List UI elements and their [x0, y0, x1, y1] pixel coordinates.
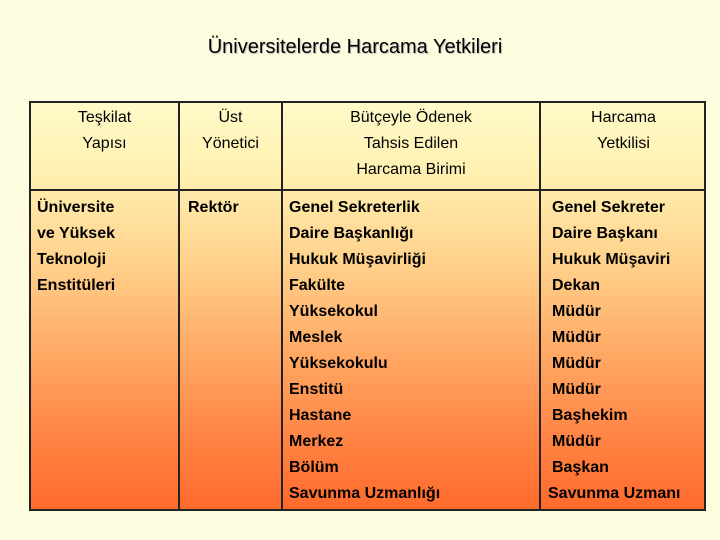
cell-line: Daire Başkanı — [552, 225, 658, 242]
cell-line: Genel Sekreter — [552, 199, 665, 216]
cell-line: Savunma Uzmanlığı — [289, 485, 441, 502]
cell-line: Genel Sekreterlik — [289, 199, 420, 216]
header-line: Yönetici — [202, 135, 259, 152]
header-spending-unit — [283, 105, 539, 183]
cell-line: Enstitüleri — [37, 277, 116, 294]
cell-authorities — [548, 195, 681, 507]
cell-top-executive — [188, 195, 239, 221]
cell-line: Üniversite — [37, 199, 115, 216]
cell-line: Fakülte — [289, 277, 346, 294]
header-top-executive — [180, 105, 281, 157]
header-line: Tahsis Edilen — [363, 135, 459, 152]
cell-line: Teknoloji — [37, 251, 107, 268]
cell-line: Hastane — [289, 407, 352, 424]
column-divider — [178, 103, 180, 509]
header-line: Yapısı — [82, 135, 127, 152]
cell-line: Müdür — [552, 381, 601, 398]
cell-line: Başkan — [552, 459, 609, 476]
header-divider — [31, 189, 704, 191]
cell-line: Savunma Uzmanı — [548, 485, 681, 502]
cell-line: Meslek — [289, 329, 343, 346]
cell-line: Başhekim — [552, 407, 628, 424]
cell-organization — [37, 195, 115, 299]
cell-line: Yüksekokulu — [289, 355, 388, 372]
header-line: Bütçeyle Ödenek — [350, 109, 472, 126]
cell-spending-units — [289, 195, 440, 507]
cell-line: Enstitü — [289, 381, 344, 398]
cell-line: ve Yüksek — [37, 225, 115, 242]
header-line: Harcama Birimi — [356, 161, 466, 178]
cell-line: Müdür — [552, 433, 601, 450]
cell-line: Merkez — [289, 433, 344, 450]
cell-line: Daire Başkanlığı — [289, 225, 414, 242]
cell-line: Dekan — [552, 277, 601, 294]
column-divider — [539, 103, 541, 509]
header-organization — [31, 105, 178, 157]
spending-authority-table — [29, 101, 706, 511]
header-line: Yetkilisi — [597, 135, 650, 152]
cell-line: Bölüm — [289, 459, 339, 476]
header-line: Üst — [218, 109, 243, 126]
cell-line: Hukuk Müşavirliği — [289, 251, 426, 268]
slide-title: Üniversitelerde Harcama Yetkileri — [207, 36, 503, 58]
cell-line: Müdür — [552, 303, 601, 320]
cell-line: Hukuk Müşaviri — [552, 251, 671, 268]
cell-line: Müdür — [552, 355, 601, 372]
header-line: Teşkilat — [77, 109, 132, 126]
header-spending-authority — [541, 105, 706, 157]
cell-line: Yüksekokul — [289, 303, 378, 320]
cell-line: Müdür — [552, 329, 601, 346]
cell-line: Rektör — [188, 199, 239, 216]
header-line: Harcama — [591, 109, 656, 126]
